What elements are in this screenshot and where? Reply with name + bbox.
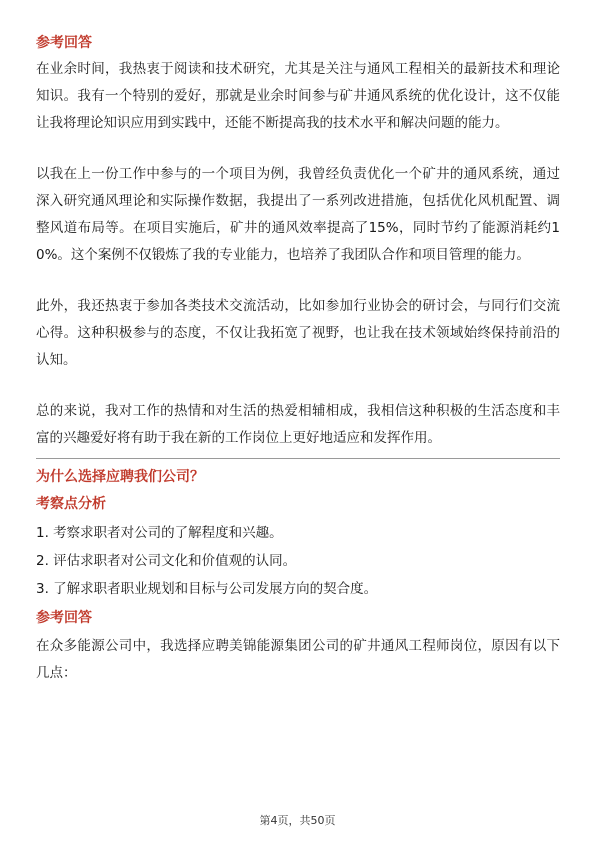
answer-heading-2: 参考回答 (36, 610, 92, 626)
analysis-item-1: 1. 考察求职者对公司的了解程度和兴趣。 (36, 525, 283, 541)
section-divider (36, 458, 560, 459)
analysis-item-3: 3. 了解求职者职业规划和目标与公司发展方向的契合度。 (36, 581, 378, 597)
page-number: 第4页，共50页 (259, 814, 336, 827)
answer-paragraph-4: 总的来说，我对工作的热情和对生活的热爱相辅相成，我相信这种积极的生活态度和丰富的兴趣爱好将有助于我在新的工作岗位上更好地适应和发挥作用。 (36, 403, 560, 446)
question-title: 为什么选择应聘我们公司？ (36, 469, 204, 485)
answer-paragraph-5: 在众多能源公司中，我选择应聘美锦能源集团公司的矿井通风工程师岗位，原因有以下几点： (36, 638, 560, 681)
analysis-item-2: 2. 评估求职者对公司文化和价值观的认同。 (36, 553, 297, 569)
answer-paragraph-1: 在业余时间，我热衷于阅读和技术研究，尤其是关注与通风工程相关的最新技术和理论知识。我有一个特别的爱好，那就是业余时间参与矿井通风系统的优化设计，这不仅能让我将理论知识应用到实践中，还能不断提高我的技术水平和解决问题的能力。 (36, 61, 560, 131)
analysis-heading: 考察点分析 (36, 496, 106, 512)
answer-paragraph-3: 此外，我还热衷于参加各类技术交流活动，比如参加行业协会的研讨会，与同行们交流心得。这种积极参与的态度，不仅让我拓宽了视野，也让我在技术领域始终保持前沿的认知。 (36, 298, 560, 368)
answer-heading: 参考回答 (36, 35, 92, 51)
answer-paragraph-2: 以我在上一份工作中参与的一个项目为例，我曾经负责优化一个矿井的通风系统，通过深入研究通风理论和实际操作数据，我提出了一系列改进措施，包括优化风机配置、调整风道布局等。在项目实施后，矿井的通风效率提高了15%，同时节约了能源消耗约10%。这个案例不仅锻炼了我的专业能力，也培养了我团队合作和项目管理的能力。 (36, 166, 560, 263)
page-content (36, 32, 560, 687)
